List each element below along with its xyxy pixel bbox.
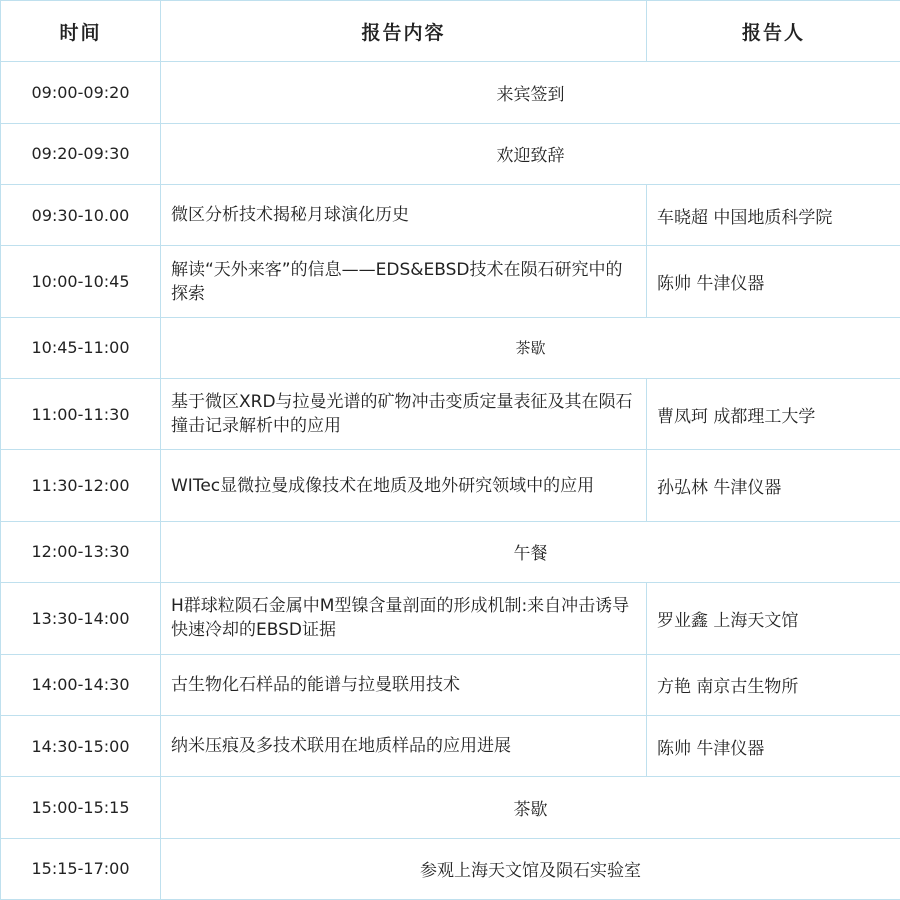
table-row [1,379,900,450]
row-time: 09:00-09:20 [1,62,161,123]
row-speaker: 陈帅 牛津仪器 [647,246,900,317]
row-content: 茶歇 [161,777,900,838]
table-row [1,521,900,582]
header-time: 时间 [1,1,161,62]
row-time: 12:00-13:30 [1,521,161,582]
table-row [1,246,900,317]
table-row [1,184,900,245]
header-content: 报告内容 [161,1,647,62]
table-row [1,838,900,899]
table-row [1,317,900,378]
table-row [1,715,900,776]
row-time: 15:00-15:15 [1,777,161,838]
row-time: 10:45-11:00 [1,317,161,378]
row-time: 14:30-15:00 [1,715,161,776]
row-speaker: 罗业鑫 上海天文馆 [647,583,900,654]
row-topic: 解读“天外来客”的信息——EDS&EBSD技术在陨石研究中的探索 [161,246,647,317]
row-content: 来宾签到 [161,62,900,123]
row-time: 10:00-10:45 [1,246,161,317]
row-topic: 微区分析技术揭秘月球演化历史 [161,184,647,245]
row-content: 午餐 [161,521,900,582]
row-speaker: 曹凤珂 成都理工大学 [647,379,900,450]
table-row [1,62,900,123]
row-time: 11:30-12:00 [1,450,161,521]
row-topic: H群球粒陨石金属中M型镍含量剖面的形成机制:来自冲击诱导快速冷却的EBSD证据 [161,583,647,654]
row-topic: 古生物化石样品的能谱与拉曼联用技术 [161,654,647,715]
row-content: 茶歇 [161,317,900,378]
row-speaker: 车晓超 中国地质科学院 [647,184,900,245]
row-time: 11:00-11:30 [1,379,161,450]
row-topic: WITec显微拉曼成像技术在地质及地外研究领域中的应用 [161,450,647,521]
table-row [1,654,900,715]
row-time: 13:30-14:00 [1,583,161,654]
row-content: 参观上海天文馆及陨石实验室 [161,838,900,899]
row-time: 09:30-10.00 [1,184,161,245]
table-header-row [1,1,900,62]
row-content: 欢迎致辞 [161,123,900,184]
row-topic: 基于微区XRD与拉曼光谱的矿物冲击变质定量表征及其在陨石撞击记录解析中的应用 [161,379,647,450]
table-row [1,583,900,654]
table-row [1,777,900,838]
table-row [1,123,900,184]
header-speaker: 报告人 [647,1,900,62]
row-speaker: 方艳 南京古生物所 [647,654,900,715]
row-speaker: 陈帅 牛津仪器 [647,715,900,776]
row-time: 14:00-14:30 [1,654,161,715]
row-speaker: 孙弘林 牛津仪器 [647,450,900,521]
row-topic: 纳米压痕及多技术联用在地质样品的应用进展 [161,715,647,776]
row-time: 09:20-09:30 [1,123,161,184]
table-row [1,450,900,521]
row-time: 15:15-17:00 [1,838,161,899]
